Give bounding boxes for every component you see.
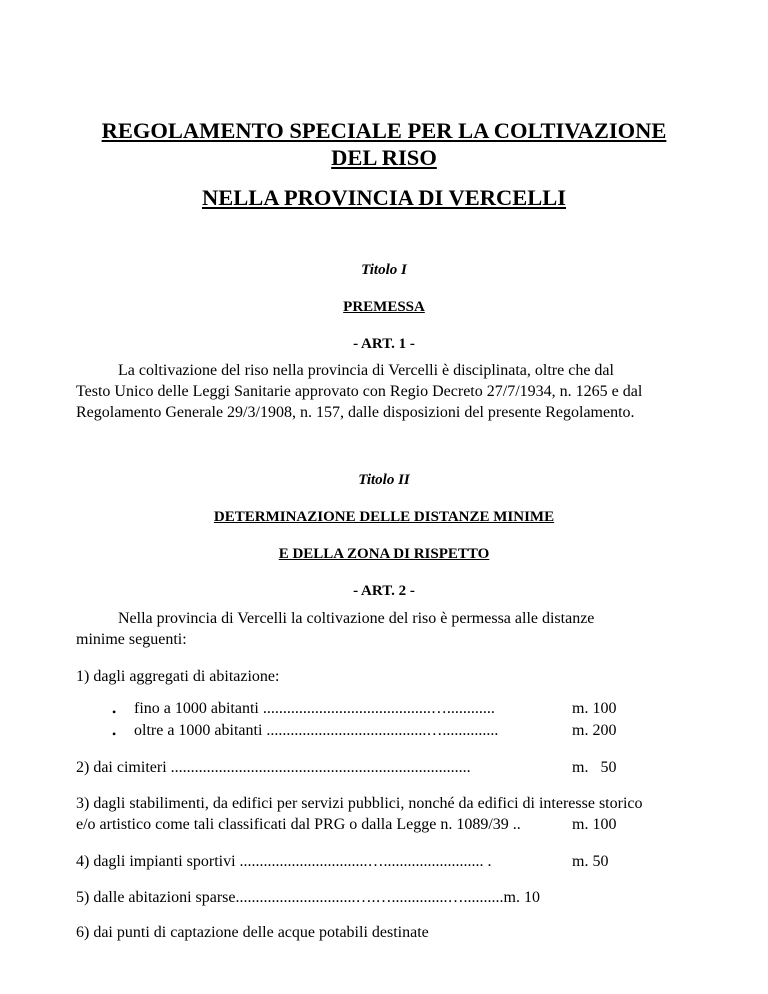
article-1-line-2: Testo Unico delle Leggi Sanitarie approvato con Regio Decreto 27/7/1934, n. 1265 e dal [76, 383, 643, 400]
bullet-icon: • [112, 727, 117, 741]
distanze-heading-line-1: DETERMINAZIONE DELLE DISTANZE MINIME [213, 509, 555, 525]
article-2-line-2: minime seguenti: [76, 631, 187, 648]
list-item-3-line-2: e/o artistico come tali classificati dal PRG o dalla Legge n. 1089/39 .. [76, 816, 521, 833]
list-item-2-value: m. 50 [572, 759, 617, 776]
premessa-heading: PREMESSA [343, 299, 425, 315]
list-item-3-value: m. 100 [572, 816, 617, 833]
article-1-heading: - ART. 1 - [353, 336, 415, 352]
article-1-line-1: La coltivazione del riso nella provincia di Vercelli è disciplinata, oltre che dal [118, 362, 614, 379]
document-title-line-1: REGOLAMENTO SPECIALE PER LA COLTIVAZIONE [101, 118, 667, 143]
sub-item-2-text: oltre a 1000 abitanti ........................................….............. [134, 722, 499, 739]
document-title-line-3: NELLA PROVINCIA DI VERCELLI [201, 185, 567, 210]
sub-item-1-text: fino a 1000 abitanti ..........................................…............ [134, 700, 495, 717]
titolo-2-heading: Titolo II [358, 472, 410, 488]
list-item-3-line-1: 3) dagli stabilimenti, da edifici per servizi pubblici, nonché da edifici di interesse storico [76, 795, 643, 812]
distanze-heading-line-2: E DELLA ZONA DI RISPETTO [278, 546, 490, 562]
list-item-4-value: m. 50 [572, 853, 609, 870]
sub-item-2-value: m. 200 [572, 722, 617, 739]
document-title-line-2: DEL RISO [331, 145, 437, 170]
list-item-1: 1) dagli aggregati di abitazione: [76, 668, 280, 685]
titolo-1-heading: Titolo I [361, 262, 407, 278]
article-2-heading: - ART. 2 - [353, 583, 415, 599]
sub-item-1-value: m. 100 [572, 700, 617, 717]
article-1-line-3: Regolamento Generale 29/3/1908, n. 157, dalle disposizioni del presente Regolamento. [76, 404, 635, 421]
list-item-4-text: 4) dagli impianti sportivi ................................…......................... . [76, 853, 492, 870]
list-item-6: 6) dai punti di captazione delle acque potabili destinate [76, 924, 429, 941]
bullet-icon: • [112, 705, 117, 719]
article-2-line-1: Nella provincia di Vercelli la coltivazione del riso è permessa alle distanze [118, 610, 595, 627]
list-item-2-text: 2) dai cimiteri ........................................................................... [76, 759, 471, 776]
list-item-5: 5) dalle abitazioni sparse..............................….…..............…..........m. 10 [76, 889, 540, 906]
